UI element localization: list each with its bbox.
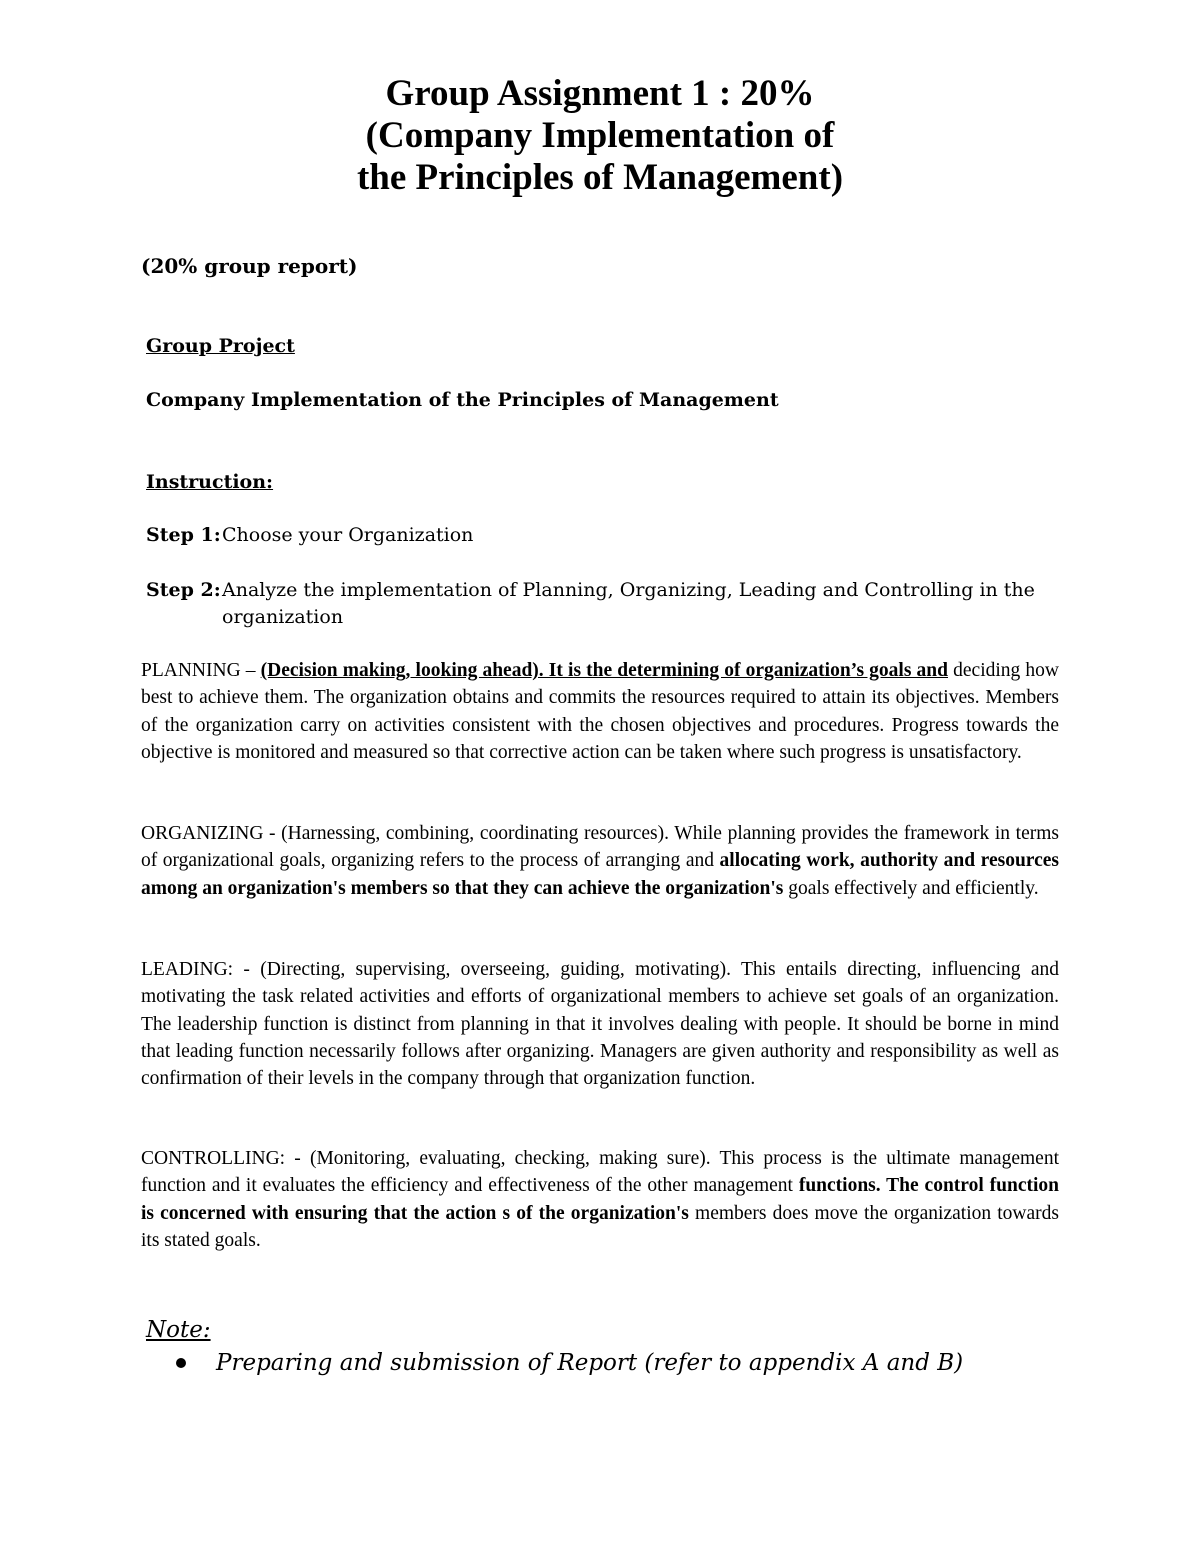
step-2-text: Analyze the implementation of Planning, Organizing, Leading and Controlling in the organization [222, 579, 1035, 628]
step-1-label: Step 1: [146, 524, 221, 546]
organizing-bold: allocating work, authority and resources among an organization's members so that they can achieve the organization's [141, 850, 1059, 899]
organizing-lead: ORGANIZING - (Harnessing, combining, coordinating resources). While planning provides the framework in terms of organizational goals, organizing refers to the process of arranging and [141, 823, 1059, 872]
planning-paragraph [141, 657, 1059, 766]
report-weight-note: (20% group report) [141, 254, 358, 278]
project-name: Company Implementation of the Principles of Management [146, 389, 779, 411]
leading-paragraph: LEADING: - (Directing, supervising, overseeing, guiding, motivating). This entails directing, influencing and motivating the task related activities and efforts of organizational members to achieve set goals of an organization. The leadership function is distinct from planning in that it involves dealing with people. It should be borne in mind that leading function necessarily follows after organizing. Managers are given authority and responsibility as well as confirmation of their levels in the company through that organization function. [141, 959, 1059, 1090]
title-line-2: (Company Implementation of [365, 115, 835, 156]
controlling-paragraph [141, 1145, 1059, 1254]
step-2-label: Step 2: [146, 579, 221, 601]
step-1-text: Choose your Organization [222, 524, 474, 546]
planning-lead: PLANNING – [141, 660, 261, 681]
note-heading: Note: [146, 1317, 211, 1343]
planning-bold: (Decision making, looking ahead). It is the determining of organization’s goals and [260, 660, 948, 681]
step-1 [146, 522, 1046, 549]
note-list-item [176, 1350, 963, 1376]
note-item-text: Preparing and submission of Report (refer to appendix A and B) [216, 1350, 964, 1376]
organizing-paragraph [141, 820, 1059, 902]
title-line-1: Group Assignment 1 : 20% [385, 73, 815, 114]
instruction-heading: Instruction: [146, 471, 274, 493]
organizing-rest: goals effectively and efficiently. [783, 877, 1039, 899]
document-title [0, 73, 1200, 199]
planning-rest: deciding how best to achieve them. The organization obtains and commits the resources required to attain its objectives. Members of the organization carry on activities consistent with the chosen objectives and procedures. Progress towards the objective is monitored and measured so that corrective action can be taken where such progress is unsatisfactory. [141, 660, 1059, 763]
step-2 [146, 577, 1046, 631]
title-line-3: the Principles of Management) [356, 157, 844, 198]
controlling-rest: members does move the organization towards its stated goals. [141, 1202, 1059, 1251]
bullet-icon [176, 1358, 186, 1368]
controlling-bold: functions. The control function is concerned with ensuring that the action s of the organization's [141, 1175, 1059, 1224]
group-project-heading: Group Project [146, 335, 295, 357]
controlling-lead: CONTROLLING: - (Monitoring, evaluating, checking, making sure). This process is the ultimate management function and it evaluates the efficiency and effectiveness of the other management [141, 1148, 1059, 1197]
